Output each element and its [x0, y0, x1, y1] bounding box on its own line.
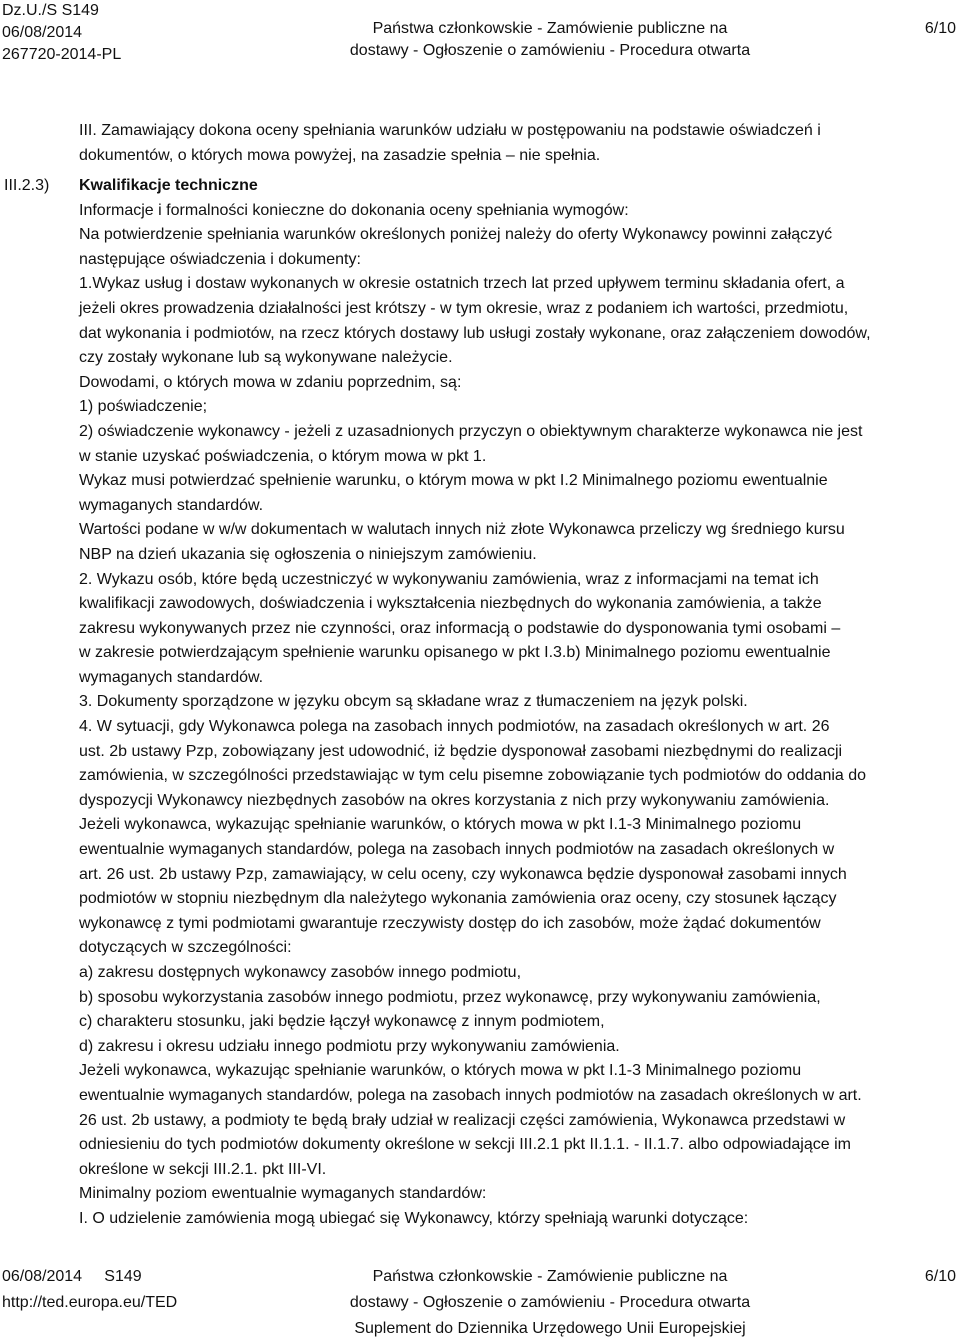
section-text-line: następujące oświadczenia i dokumenty:: [79, 250, 361, 268]
journal-reference: Dz.U./S S149: [2, 2, 99, 19]
section-text-line: podmiotów w stopniu niezbędnym dla należytego wykonania zamówienia oraz oceny, czy stosunek łączący: [79, 890, 837, 908]
section-number: III.2.3): [4, 177, 50, 194]
section-heading: Kwalifikacje techniczne: [79, 177, 258, 194]
section-text-line: Dowodami, o których mowa w zdaniu poprzednim, są:: [79, 373, 462, 391]
section-text-line: art. 26 ust. 2b ustawy Pzp, zamawiający, w celu oceny, czy wykonawca będzie dysponował zasobami innych: [79, 865, 847, 883]
section-text-line: 26 ust. 2b ustawy, a podmioty te będą brały udział w realizacji części zamówienia, Wykonawca przedstawi w: [79, 1111, 846, 1129]
section-text-line: czy zostały wykonane lub są wykonywane należycie.: [79, 349, 453, 367]
section-text-line: Jeżeli wykonawca, wykazując spełnianie warunków, o których mowa w pkt I.1-3 Minimalnego poziomu: [79, 1062, 802, 1080]
section-text-line: 1.Wykaz usług i dostaw wykonanych w okresie ostatnich trzech lat przed upływem terminu składania ofert, a: [79, 275, 845, 293]
section-text-line: w stanie uzyskać poświadczenia, o którym mowa w pkt 1.: [79, 447, 487, 465]
section-text-line: 4. W sytuacji, gdy Wykonawca polega na zasobach innych podmiotów, na zasadach określonych w art. 26: [79, 718, 830, 736]
section-text-line: Informacje i formalności konieczne do dokonania oceny spełniania wymogów:: [79, 201, 629, 219]
section-text-line: a) zakresu dostępnych wykonawcy zasobów innego podmiotu,: [79, 964, 522, 981]
section-text-line: 1) poświadczenie;: [79, 398, 208, 416]
footer-left: [2, 1264, 177, 1316]
publication-date: 06/08/2014: [2, 24, 83, 41]
intro-paragraph: [79, 119, 951, 168]
section-text-line: c) charakteru stosunku, jaki będzie łączył wykonawcę z innym podmiotem,: [79, 1013, 605, 1031]
section-text-line: Jeżeli wykonawca, wykazując spełnianie warunków, o których mowa w pkt I.1-3 Minimalnego poziomu: [79, 816, 802, 834]
section-text-line: 3. Dokumenty sporządzone w języku obcym są składane wraz z tłumaczeniem na język polski.: [79, 693, 748, 711]
section-text-line: Wartości podane w w/w dokumentach w walutach innych niż złote Wykonawca przeliczy wg średniego kursu: [79, 521, 845, 539]
header-title-line: dostawy - Ogłoszenie o zamówieniu - Procedura otwarta: [349, 42, 751, 59]
footer-date-issue: 06/08/2014 S149: [2, 1268, 142, 1285]
section-text-line: zamówienia, w szczególności przedstawiając w tym celu pisemne zobowiązanie tych podmiotów do oddania do: [79, 767, 867, 785]
section-text-line: ewentualnie wymaganych standardów, polega na zasobach innych podmiotów na zasadach określonych w: [79, 841, 835, 859]
section-text-line: dat wykonania i podmiotów, na rzecz których dostawy lub usługi zostały wykonane, oraz załączeniem dowodów,: [79, 324, 871, 342]
section-text-line: jeżeli okres prowadzenia działalności jest krótszy - w tym okresie, wraz z podaniem ich wartości, przedmiotu,: [79, 299, 849, 317]
section-text-line: Minimalny poziom ewentualnie wymaganych standardów:: [79, 1185, 487, 1203]
section-text-line: wymaganych standardów.: [79, 668, 264, 686]
section-text-line: określone w sekcji III.2.1. pkt III-VI.: [79, 1160, 327, 1178]
section-text-line: 2. Wykazu osób, które będą uczestniczyć w wykonywaniu zamówienia, wraz z informacjami na temat ich: [79, 570, 819, 588]
intro-line: III. Zamawiający dokona oceny spełniania warunków udziału w postępowaniu na podstawie oświadczeń i: [79, 122, 821, 139]
footer-url-link[interactable]: http://ted.europa.eu/TED: [2, 1294, 178, 1311]
section-text-line: Na potwierdzenie spełniania warunków określonych poniżej należy do oferty Wykonawcy powinni załączyć: [79, 226, 833, 244]
section-text-line: ewentualnie wymaganych standardów, polega na zasobach innych podmiotów na zasadach określonych w art.: [79, 1086, 862, 1104]
section-text-line: d) zakresu i okresu udziału innego podmiotu przy wykonywaniu zamówienia.: [79, 1037, 620, 1055]
section-text-line: I. O udzielenie zamówienia mogą ubiegać się Wykonawcy, którzy spełniają warunki dotyczące:: [79, 1209, 749, 1227]
section-text-line: w zakresie potwierdzającym spełnienie warunku opisanego w pkt I.3.b) Minimalnego poziomu ewentualnie: [79, 644, 831, 662]
header-left: [2, 0, 121, 66]
footer-title-line: dostawy - Ogłoszenie o zamówieniu - Procedura otwarta: [349, 1294, 751, 1311]
header-title: [240, 18, 860, 62]
section-text-line: wymaganych standardów.: [79, 496, 264, 514]
footer-title-line: Suplement do Dziennika Urzędowego Unii Europejskiej: [354, 1320, 746, 1337]
header-title-line: Państwa członkowskie - Zamówienie publiczne na: [372, 20, 728, 37]
section-text-line: 2) oświadczenie wykonawcy - jeżeli z uzasadnionych przyczyn o obiektywnym charakterze wykonawca nie jest: [79, 422, 863, 440]
section-text-line: Wykaz musi potwierdzać spełnienie warunku, o którym mowa w pkt I.2 Minimalnego poziomu ewentualnie: [79, 472, 828, 490]
intro-line: dokumentów, o których mowa powyżej, na zasadzie spełnia – nie spełnia.: [79, 146, 601, 164]
section-content: [79, 174, 951, 1232]
section-text-line: kwalifikacji zawodowych, doświadczenia i wykształcenia niezbędnych do wykonania zamówienia, a także: [79, 595, 822, 613]
section-text-line: dotyczących w szczególności:: [79, 939, 292, 957]
section-text-line: dyspozycji Wykonawcy niezbędnych zasobów na okres korzystania z nich przy wykonywaniu zamówienia.: [79, 791, 830, 809]
header-page-number: 6/10: [924, 20, 956, 37]
section-text-line: b) sposobu wykorzystania zasobów innego podmiotu, przez wykonawcę, przy wykonywaniu zamówienia,: [79, 988, 821, 1006]
section-text-line: zakresu wykonywanych przez nie czynności, oraz informacją o podstawie do dysponowania tymi osobami –: [79, 619, 841, 637]
notice-number: 267720-2014-PL: [2, 46, 122, 63]
section-text-line: ust. 2b ustawy Pzp, zobowiązany jest udowodnić, iż będzie dysponował zasobami niezbędnymi do realizacji: [79, 742, 843, 760]
footer-title: [240, 1264, 860, 1342]
footer-title-line: Państwa członkowskie - Zamówienie publiczne na: [372, 1268, 728, 1285]
section-text-line: wykonawcę z tymi podmiotami gwarantuje rzeczywisty dostęp do ich zasobów, może żądać dokumentów: [79, 914, 821, 932]
section-text-line: odniesieniu do tych podmiotów dokumenty określone w sekcji III.2.1 pkt II.1.1. - II.1.7. albo odpowiadające im: [79, 1136, 851, 1154]
section-text-line: NBP na dzień ukazania się ogłoszenia o niniejszym zamówieniu.: [79, 545, 537, 563]
footer-page-number: 6/10: [924, 1268, 956, 1285]
